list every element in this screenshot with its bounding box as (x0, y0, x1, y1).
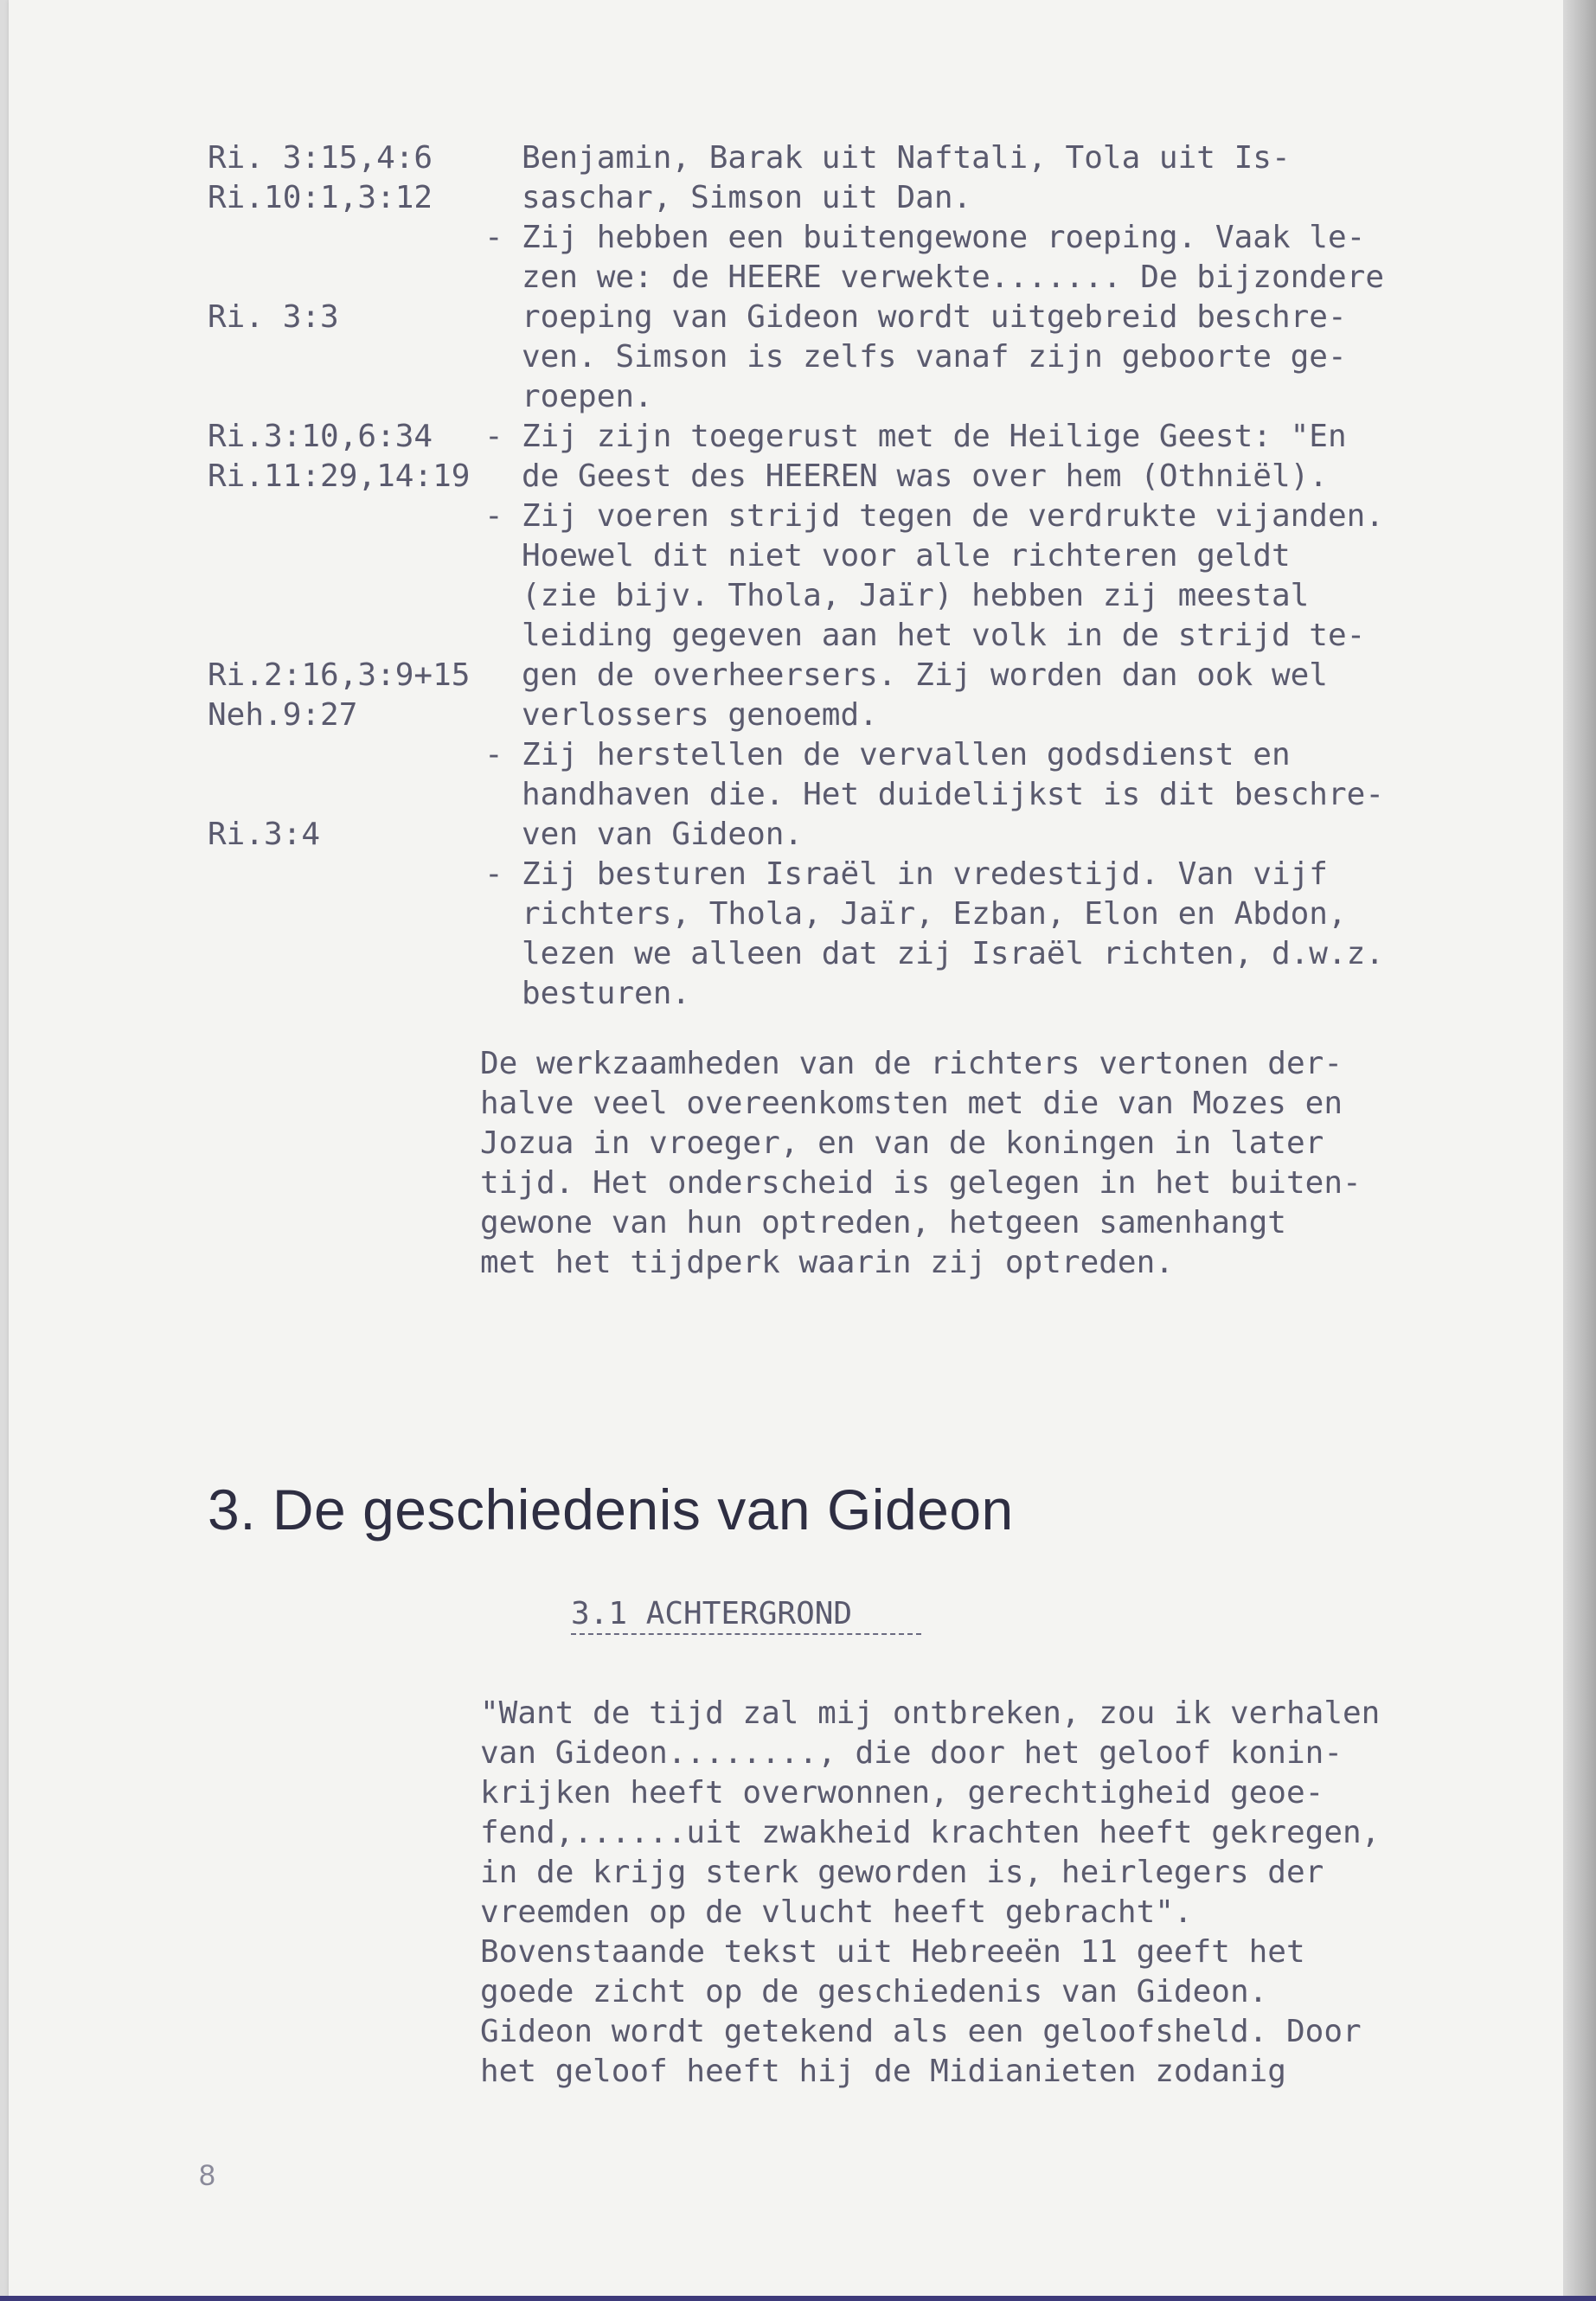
list-text-line: Zij herstellen de vervallen godsdienst en (522, 737, 1291, 772)
list-text-line: Zij besturen Israël in vredestijd. Van vijf (522, 856, 1328, 892)
quote-text-line: vreemden op de vlucht heeft gebracht". (480, 1894, 1193, 1930)
section-title: 3. De geschiedenis van Gideon (208, 1477, 1014, 1541)
list-text-line: leiding gegeven aan het volk in de strijd te- (522, 618, 1366, 653)
subheading: 3.1 ACHTERGROND (571, 1596, 853, 1631)
list-text-line: besturen. (522, 976, 691, 1011)
quote-text-line: krijken heeft overwonnen, gerechtigheid geoe- (480, 1775, 1324, 1811)
summary-text-line: gewone van hun optreden, hetgeen samenhangt (480, 1205, 1286, 1240)
margin-reference: Ri.2:16,3:9+15 (208, 657, 471, 693)
summary-text-line: tijd. Het onderscheid is gelegen in het buiten- (480, 1165, 1362, 1201)
list-text-line: de Geest des HEEREN was over hem (Othniël). (522, 458, 1328, 494)
list-dash: - (484, 737, 503, 772)
list-text-line: lezen we alleen dat zij Israël richten, d.w.z. (522, 936, 1384, 971)
list-text-line: zen we: de HEERE verwekte....... De bijzondere (522, 260, 1384, 295)
list-dash: - (484, 856, 503, 892)
list-text-line: ven. Simson is zelfs vanaf zijn geboorte ge- (522, 339, 1347, 375)
list-text-line: verlossers genoemd. (522, 697, 878, 733)
margin-reference: Ri.10:1,3:12 (208, 180, 433, 215)
list-text-line: (zie bijv. Thola, Jaïr) hebben zij meestal (522, 578, 1310, 613)
list-text-line: Zij voeren strijd tegen de verdrukte vijanden. (522, 498, 1384, 534)
quote-text-line: goede zicht op de geschiedenis van Gideon. (480, 1974, 1268, 2009)
margin-reference: Ri.11:29,14:19 (208, 458, 471, 494)
margin-reference: Ri.3:10,6:34 (208, 419, 433, 454)
subheading-underline (571, 1633, 921, 1635)
list-text-line: roepen. (522, 379, 653, 414)
summary-text-line: halve veel overeenkomsten met die van Mozes en (480, 1086, 1343, 1121)
page-number: 8 (199, 2159, 215, 2192)
page-edge-shadow (1563, 0, 1596, 2301)
margin-reference: Neh.9:27 (208, 697, 358, 733)
list-text-line: handhaven die. Het duidelijkst is dit beschre- (522, 777, 1384, 812)
margin-reference: Ri. 3:3 (208, 299, 339, 335)
list-text-line: richters, Thola, Jaïr, Ezban, Elon en Abdon, (522, 896, 1347, 932)
list-dash: - (484, 220, 503, 255)
quote-text-line: van Gideon........, die door het geloof konin- (480, 1735, 1343, 1771)
list-dash: - (484, 419, 503, 454)
list-text-line: Zij hebben een buitengewone roeping. Vaak le- (522, 220, 1366, 255)
quote-text-line: Bovenstaande tekst uit Hebreeën 11 geeft het (480, 1934, 1305, 1970)
margin-reference: Ri.3:4 (208, 817, 321, 852)
list-text-line: roeping van Gideon wordt uitgebreid beschre- (522, 299, 1347, 335)
list-text-line: ven van Gideon. (522, 817, 804, 852)
list-text-line: saschar, Simson uit Dan. (522, 180, 972, 215)
bottom-edge-band (0, 2296, 1596, 2301)
list-text-line: Benjamin, Barak uit Naftali, Tola uit Is- (522, 140, 1291, 176)
quote-text-line: fend,......uit zwakheid krachten heeft gekregen, (480, 1815, 1381, 1850)
list-text-line: Hoewel dit niet voor alle richteren geldt (522, 538, 1291, 574)
quote-text-line: het geloof heeft hij de Midianieten zodanig (480, 2054, 1286, 2089)
summary-text-line: met het tijdperk waarin zij optreden. (480, 1245, 1174, 1280)
list-text-line: Zij zijn toegerust met de Heilige Geest: "En (522, 419, 1347, 454)
quote-text-line: in de krijg sterk geworden is, heirlegers der (480, 1855, 1324, 1890)
list-text-line: gen de overheersers. Zij worden dan ook wel (522, 657, 1328, 693)
summary-text-line: De werkzaamheden van de richters vertonen der- (480, 1046, 1343, 1081)
quote-text-line: Gideon wordt getekend als een geloofsheld. Door (480, 2014, 1362, 2049)
summary-text-line: Jozua in vroeger, en van de koningen in later (480, 1125, 1324, 1161)
margin-reference: Ri. 3:15,4:6 (208, 140, 433, 176)
list-dash: - (484, 498, 503, 534)
quote-text-line: "Want de tijd zal mij ontbreken, zou ik verhalen (480, 1695, 1381, 1731)
